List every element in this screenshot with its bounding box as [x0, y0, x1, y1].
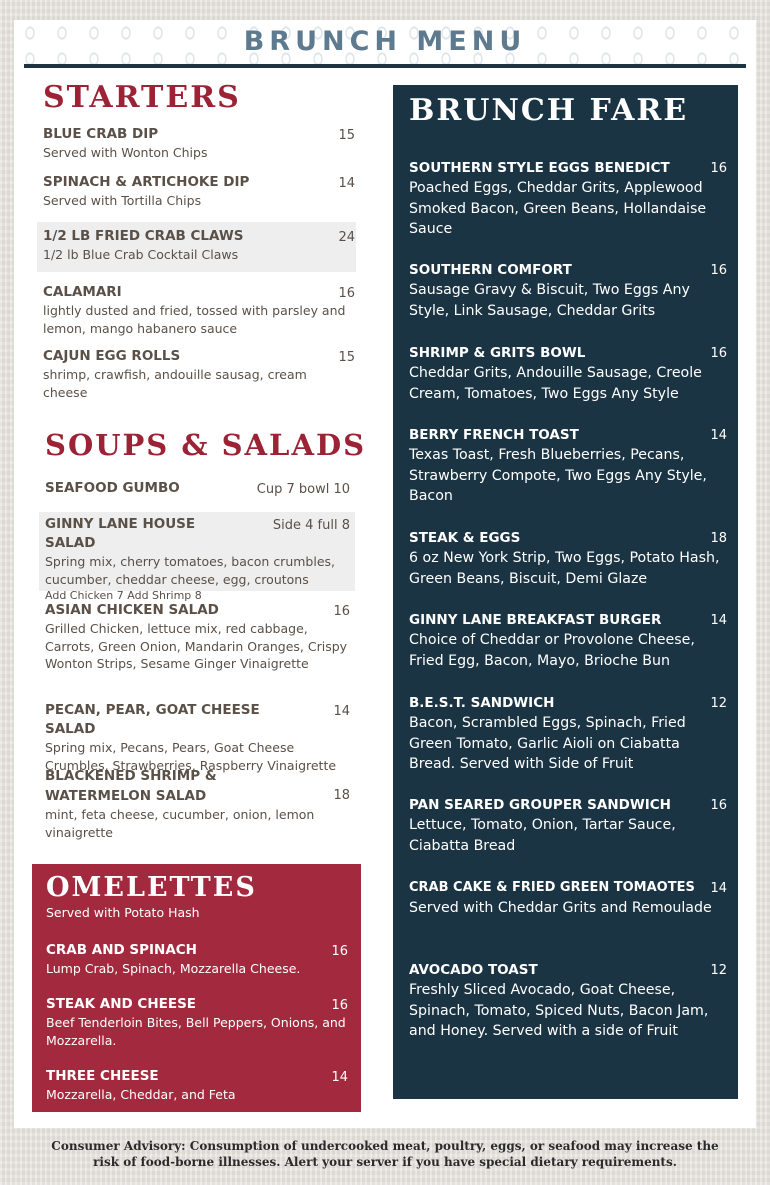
item-price: 15 [338, 350, 355, 365]
item-description: Bacon, Scrambled Eggs, Spinach, Fried Green Tomato, Garlic Aioli on Ciabatta Bread. Served with Side of Fruit [409, 715, 686, 772]
menu-item [43, 283, 355, 337]
item-description: 6 oz New York Strip, Two Eggs, Potato Hash, Green Beans, Biscuit, Demi Glaze [409, 550, 720, 587]
item-price: 16 [331, 998, 348, 1013]
item-description: Spring mix, Pecans, Pears, Goat Cheese Crumbles, Strawberries, Raspberry Vinaigrette [45, 740, 337, 773]
item-name: SEAFOOD GUMBO [45, 480, 180, 496]
item-description: Spring mix, cherry tomatoes, bacon crumbles, cucumber, cheddar cheese, egg, croutons [45, 554, 336, 587]
header-divider [24, 64, 746, 68]
menu-item [45, 479, 350, 498]
item-price: 15 [338, 128, 355, 143]
menu-title: BRUNCH MENU [243, 26, 527, 57]
item-addon-note: Add Chicken 7 Add Shrimp 8 [45, 589, 202, 602]
item-name: CRAB CAKE & FRIED GREEN TOMAOTES [409, 880, 695, 895]
item-name: BLUE CRAB DIP [43, 126, 159, 142]
item-description: Served with Tortilla Chips [43, 193, 202, 208]
menu-item [46, 995, 348, 1049]
item-name: STEAK & EGGS [409, 530, 521, 546]
item-name: STEAK AND CHEESE [46, 996, 197, 1012]
consumer-advisory [0, 1138, 770, 1170]
item-name: SHRIMP & GRITS BOWL [409, 345, 586, 361]
item-name: B.E.S.T. SANDWICH [409, 695, 555, 711]
item-price: 16 [331, 944, 348, 959]
menu-item [43, 173, 355, 210]
item-price: 14 [710, 428, 727, 443]
item-price: Side 4 full 8 [272, 518, 350, 533]
item-price: 14 [710, 613, 727, 628]
item-description: Choice of Cheddar or Provolone Cheese, Fried Egg, Bacon, Mayo, Brioche Bun [409, 632, 695, 669]
item-name: ASIAN CHICKEN SALAD [45, 602, 219, 618]
menu-item [45, 701, 350, 774]
item-description: Poached Eggs, Cheddar Grits, Applewood Smoked Bacon, Green Beans, Hollandaise Sauce [409, 180, 707, 237]
menu-item [46, 1067, 348, 1104]
item-price: 16 [333, 604, 350, 619]
item-price: 16 [338, 286, 355, 301]
omelettes-heading: OMELETTES [46, 872, 257, 903]
item-price: 12 [710, 696, 727, 711]
advisory-line-1: Consumer Advisory: Consumption of undercooked meat, poultry, eggs, or seafood may increase the [51, 1139, 719, 1153]
item-price: 14 [710, 881, 727, 896]
menu-item [409, 425, 727, 507]
menu-item [43, 347, 355, 401]
menu-item [409, 260, 727, 321]
item-price: 16 [710, 346, 727, 361]
item-description: Freshly Sliced Avocado, Goat Cheese, Spinach, Tomato, Spiced Nuts, Bacon Jam, and Honey. Served with a side of Fruit [409, 982, 709, 1039]
item-price: 18 [333, 788, 350, 803]
item-description: lightly dusted and fried, tossed with parsley and lemon, mango habanero sauce [43, 303, 346, 336]
item-description: Mozzarella, Cheddar, and Feta [46, 1087, 236, 1102]
item-description: Served with Cheddar Grits and Remoulade [409, 900, 712, 916]
menu-item [43, 227, 355, 264]
item-name: GINNY LANE BREAKFAST BURGER [409, 612, 662, 628]
item-name: AVOCADO TOAST [409, 962, 538, 978]
item-name: BLACKENED SHRIMP & WATERMELON SALAD [45, 768, 217, 804]
item-name: CALAMARI [43, 284, 122, 300]
item-description: 1/2 lb Blue Crab Cocktail Claws [43, 247, 239, 262]
item-name: SPINACH & ARTICHOKE DIP [43, 174, 250, 190]
menu-item [409, 158, 727, 240]
brunch-fare-heading: BRUNCH FARE [409, 93, 689, 128]
item-price: 16 [710, 798, 727, 813]
item-price: 14 [331, 1070, 348, 1085]
menu-item [409, 878, 727, 919]
omelettes-panel [32, 864, 361, 1112]
item-price: 24 [338, 230, 355, 245]
soups-salads-heading: SOUPS & SALADS [45, 428, 367, 462]
menu-item [45, 515, 350, 604]
item-name: SOUTHERN STYLE EGGS BENEDICT [409, 160, 670, 176]
item-name: THREE CHEESE [46, 1068, 159, 1084]
item-description: Served with Wonton Chips [43, 145, 208, 160]
menu-item [46, 941, 348, 978]
item-name: GINNY LANE HOUSE SALAD [45, 516, 196, 551]
item-description: Lump Crab, Spinach, Mozzarella Cheese. [46, 961, 301, 976]
item-price: 12 [710, 963, 727, 978]
item-price: 14 [338, 176, 355, 191]
omelettes-subtitle: Served with Potato Hash [46, 905, 200, 920]
item-name: CAJUN EGG ROLLS [43, 348, 181, 364]
menu-item [409, 610, 727, 671]
item-price: 18 [710, 531, 727, 546]
item-price: Cup 7 bowl 10 [256, 482, 350, 497]
menu-item [409, 343, 727, 404]
item-name: PAN SEARED GROUPER SANDWICH [409, 797, 671, 813]
item-name: BERRY FRENCH TOAST [409, 427, 579, 443]
item-name: 1/2 LB FRIED CRAB CLAWS [43, 228, 244, 244]
item-description: mint, feta cheese, cucumber, onion, lemon vinaigrette [45, 807, 315, 840]
item-price: 14 [333, 704, 350, 719]
starters-heading: STARTERS [43, 80, 241, 115]
item-description: Sausage Gravy & Biscuit, Two Eggs Any Style, Link Sausage, Cheddar Grits [409, 282, 690, 319]
menu-item [409, 693, 727, 775]
item-name: CRAB AND SPINACH [46, 942, 197, 958]
item-description: shrimp, crawfish, andouille sausag, cream cheese [43, 367, 307, 400]
brunch-fare-panel [393, 85, 738, 1099]
item-description: Cheddar Grits, Andouille Sausage, Creole Cream, Tomatoes, Two Eggs Any Style [409, 365, 702, 402]
item-description: Texas Toast, Fresh Blueberries, Pecans, Strawberry Compote, Two Eggs Any Style, Bacon [409, 447, 707, 504]
item-description: Lettuce, Tomato, Onion, Tartar Sauce, Ciabatta Bread [409, 817, 676, 854]
item-name: PECAN, PEAR, GOAT CHEESE SALAD [45, 702, 260, 737]
item-price: 16 [710, 263, 727, 278]
menu-item [409, 960, 727, 1042]
item-price: 16 [710, 161, 727, 176]
item-name: SOUTHERN COMFORT [409, 262, 572, 278]
menu-header [14, 20, 756, 64]
menu-item [409, 528, 727, 589]
item-description: Beef Tenderloin Bites, Bell Peppers, Onions, and Mozzarella. [46, 1015, 346, 1048]
advisory-line-2: risk of food-borne illnesses. Alert your server if you have special dietary requirements. [93, 1155, 677, 1169]
menu-item [45, 766, 350, 841]
menu-item [45, 601, 350, 673]
menu-item [43, 125, 355, 162]
menu-item [409, 795, 727, 856]
item-description: Grilled Chicken, lettuce mix, red cabbage, Carrots, Green Onion, Mandarin Oranges, Crispy Wonton Strips, Sesame Ginger Vinaigrette [45, 621, 348, 671]
